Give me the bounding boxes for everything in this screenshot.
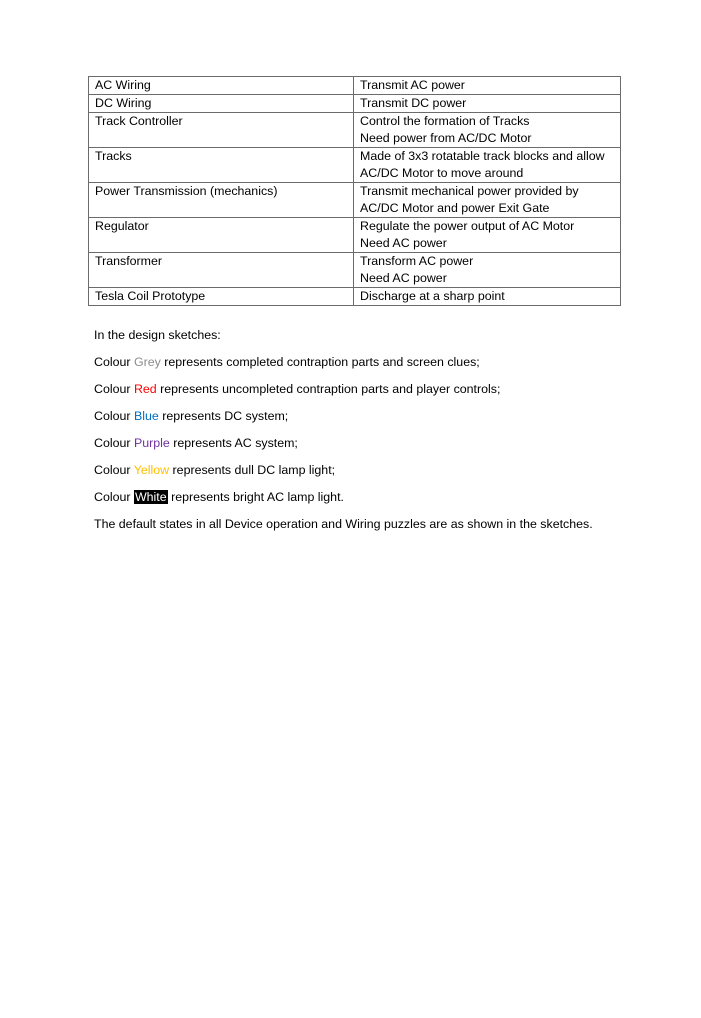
colour-name: Yellow [133,463,170,477]
component-name-cell: Power Transmission (mechanics) [89,183,354,218]
colour-meaning: represents uncompleted contraption parts and player controls; [156,382,501,396]
legend-prefix: Colour [94,436,131,450]
description-line: Need AC power [360,236,447,250]
description-line: Transmit mechanical power provided by [360,184,579,198]
component-name-cell: Transformer [89,253,354,288]
colour-meaning: represents bright AC lamp light. [167,490,344,504]
notes-intro: In the design sketches: [94,328,221,342]
table-row [89,95,621,113]
description-line: Control the formation of Tracks [360,114,530,128]
component-description-cell [354,183,621,218]
component-description-cell [354,218,621,253]
legend-item-purple [94,435,593,452]
notes-closing: The default states in all Device operation and Wiring puzzles are as shown in the sketches. [94,517,593,531]
table-row [89,183,621,218]
design-sketch-notes [94,327,593,543]
component-name-cell: Track Controller [89,113,354,148]
legend-prefix: Colour [94,490,131,504]
colour-meaning: represents AC system; [169,436,298,450]
table-row [89,288,621,306]
component-description-cell [354,113,621,148]
description-line: Transform AC power [360,254,474,268]
table-row [89,77,621,95]
description-line: AC/DC Motor to move around [360,166,524,180]
colour-name: White [134,490,167,504]
table-row [89,253,621,288]
description-line: Need power from AC/DC Motor [360,131,532,145]
description-line: AC/DC Motor and power Exit Gate [360,201,550,215]
colour-meaning: represents completed contraption parts and screen clues; [160,355,480,369]
component-description-cell [354,95,621,113]
colour-name: Purple [133,436,170,450]
component-description-cell [354,148,621,183]
legend-prefix: Colour [94,409,131,423]
table-row [89,218,621,253]
colour-name: Grey [133,355,161,369]
legend-item-blue [94,408,593,425]
description-line: Discharge at a sharp point [360,289,505,303]
colour-meaning: represents DC system; [158,409,289,423]
legend-item-grey [94,354,593,371]
components-table [88,76,621,306]
legend-prefix: Colour [94,463,131,477]
description-line: Made of 3x3 rotatable track blocks and allow [360,149,605,163]
table-row [89,113,621,148]
legend-item-red [94,381,593,398]
component-name-cell: DC Wiring [89,95,354,113]
component-name-cell: Tesla Coil Prototype [89,288,354,306]
component-name-cell: Tracks [89,148,354,183]
legend-prefix: Colour [94,382,131,396]
description-line: Transmit DC power [360,96,467,110]
colour-legend [94,354,593,506]
colour-name: Blue [133,409,159,423]
legend-prefix: Colour [94,355,131,369]
colour-meaning: represents dull DC lamp light; [169,463,336,477]
component-name-cell: AC Wiring [89,77,354,95]
description-line: Regulate the power output of AC Motor [360,219,575,233]
component-description-cell [354,77,621,95]
component-description-cell [354,253,621,288]
table-row [89,148,621,183]
legend-item-yellow [94,462,593,479]
description-line: Need AC power [360,271,447,285]
component-name-cell: Regulator [89,218,354,253]
component-description-cell [354,288,621,306]
colour-name: Red [133,382,157,396]
description-line: Transmit AC power [360,78,465,92]
legend-item-white [94,489,593,506]
